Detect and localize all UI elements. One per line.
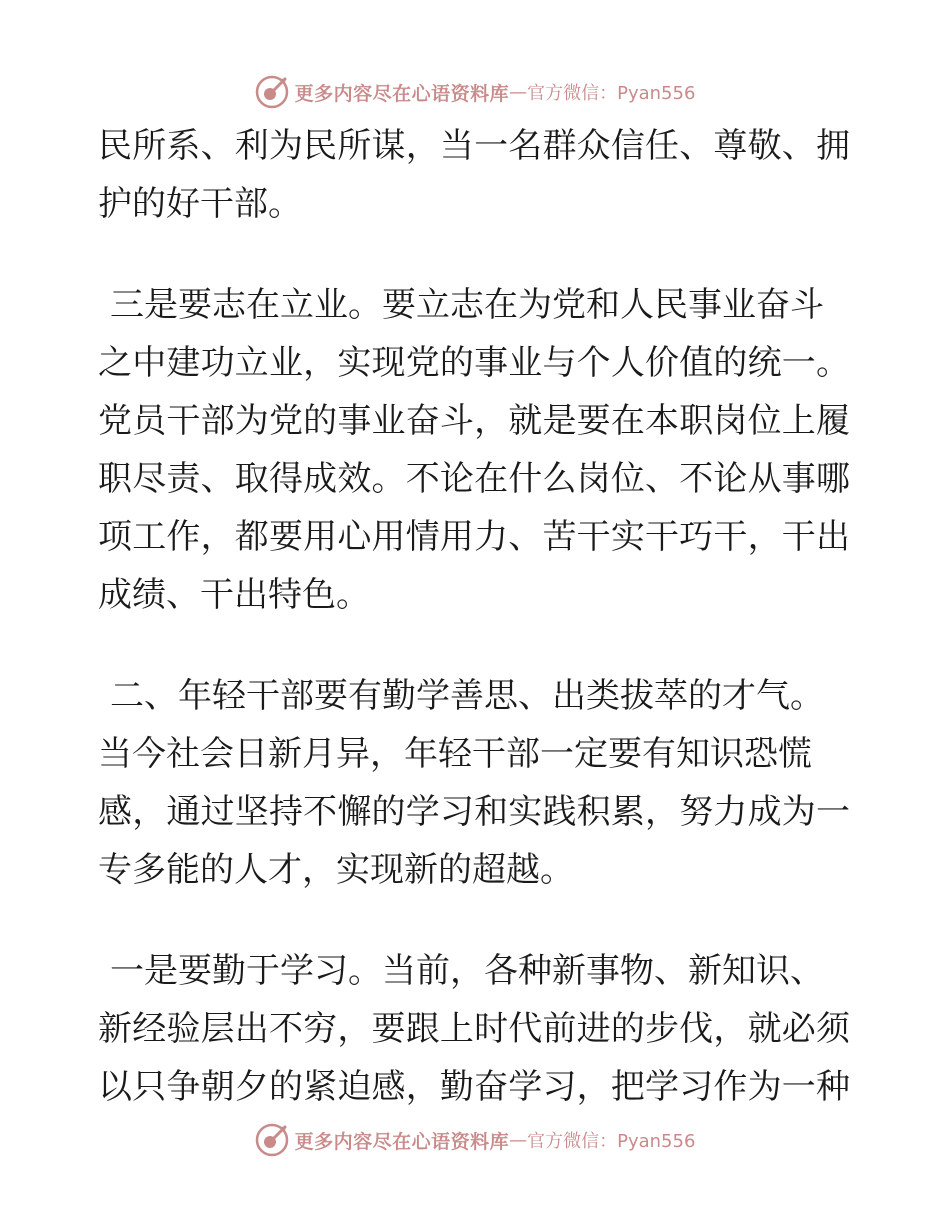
text-line: 新经验层出不穷，要跟上时代前进的步伐，就必须 bbox=[98, 1009, 850, 1049]
document-body bbox=[98, 117, 850, 1116]
text-line: 以只争朝夕的紧迫感，勤奋学习，把学习作为一种 bbox=[98, 1067, 850, 1107]
watermark-wechat: 官方微信：Pyan556 bbox=[527, 83, 696, 104]
paragraph bbox=[98, 117, 850, 233]
text-line: 一是要勤于学习。当前，各种新事物、新知识、 bbox=[110, 951, 824, 991]
watermark-separator: — bbox=[509, 81, 528, 103]
text-line: 专多能的人才，实现新的超越。 bbox=[98, 850, 574, 890]
text-line: 三是要志在立业。要立志在为党和人民事业奋斗 bbox=[110, 285, 824, 325]
text-line: 成绩、干出特色。 bbox=[98, 575, 370, 615]
watermark-separator: — bbox=[509, 1129, 528, 1151]
text-line: 职尽责、取得成效。不论在什么岗位、不论从事哪 bbox=[98, 459, 850, 499]
text-line: 项工作，都要用心用情用力、苦干实干巧干，干出 bbox=[98, 517, 850, 557]
logo-icon bbox=[255, 75, 289, 109]
watermark-brand: 更多内容尽在心语资料库 bbox=[294, 1130, 510, 1153]
header-watermark bbox=[0, 72, 950, 112]
text-line: 当今社会日新月异，年轻干部一定要有知识恐慌 bbox=[98, 734, 812, 774]
paragraph bbox=[98, 942, 850, 1116]
text-line: 二、年轻干部要有勤学善思、出类拔萃的才气。 bbox=[110, 676, 824, 716]
paragraph bbox=[98, 667, 850, 899]
paragraph bbox=[98, 276, 850, 624]
text-line: 之中建功立业，实现党的事业与个人价值的统一。 bbox=[98, 343, 850, 383]
watermark-brand: 更多内容尽在心语资料库 bbox=[294, 82, 510, 105]
text-line: 民所系、利为民所谋，当一名群众信任、尊敬、拥 bbox=[98, 126, 850, 166]
text-line: 感，通过坚持不懈的学习和实践积累，努力成为一 bbox=[98, 792, 850, 832]
text-line: 党员干部为党的事业奋斗，就是要在本职岗位上履 bbox=[98, 401, 850, 441]
text-line: 护的好干部。 bbox=[98, 184, 302, 224]
logo-icon bbox=[255, 1123, 289, 1157]
footer-watermark bbox=[0, 1120, 950, 1160]
watermark-wechat: 官方微信：Pyan556 bbox=[527, 1131, 696, 1152]
